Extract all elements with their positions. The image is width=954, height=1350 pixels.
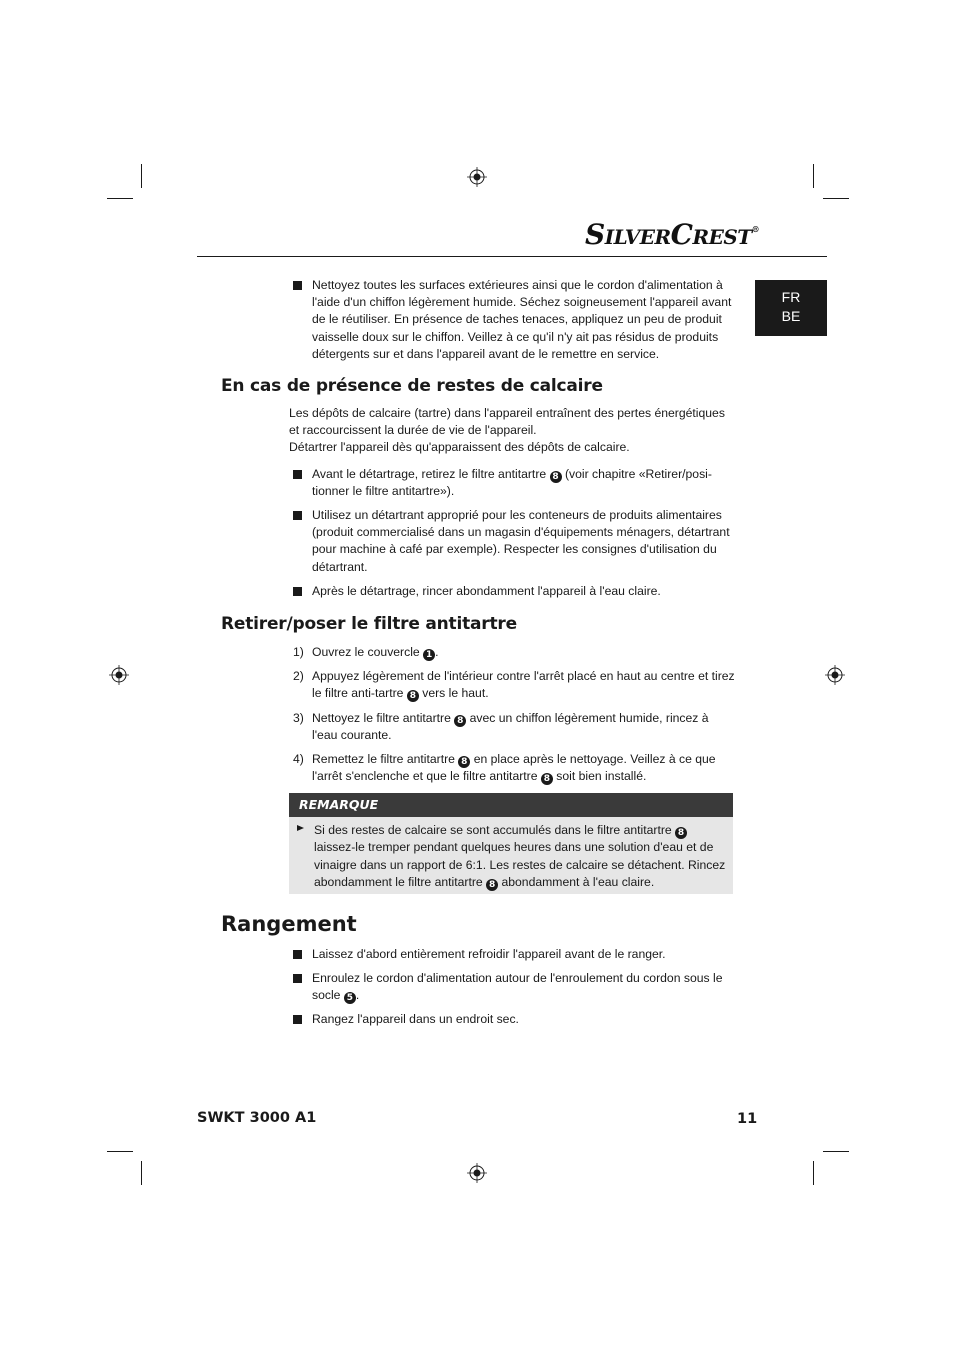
bullet-square-icon [293,974,302,983]
crop-mark [107,1151,133,1152]
registration-mark-icon [109,665,129,685]
bullet-square-icon [293,587,302,596]
bullet-square-icon [293,511,302,520]
reference-number-icon: 8 [486,879,498,891]
bullet-square-icon [293,1015,302,1024]
crop-mark [141,164,142,188]
crop-mark [813,164,814,188]
bullet-square-icon [293,950,302,959]
registration-mark-icon [467,1163,487,1183]
model-number: SWKT 3000 A1 [197,1110,317,1126]
crop-mark [141,1161,142,1185]
note-text: Si des restes de calcaire se sont accumulés dans le filtre antitartre 8 laissez-le tremper pendant quelques heures dans une solution d'eau et de vinaigre dans un rapport de 6:1. Les restes de calcaire se détachent. Rincez abondamment le filtre antitartre 8 abondamment à l'eau claire. [314,823,726,890]
bullet-square-icon [293,470,302,479]
section-intro: Les dépôts de calcaire (tartre) dans l'appareil entraînent des pertes énergétiques et raccourcissent la durée de vie de l'appareil. Détartrer l'appareil dès qu'apparaissent des dépôts de calcaire. [289,406,725,455]
language-badge: FR BE [755,280,827,336]
bullet-square-icon [293,281,302,290]
crop-mark [823,1151,849,1152]
section-heading: Retirer/poser le filtre antitartre [221,614,517,634]
crop-mark [823,198,849,199]
reference-number-icon: 5 [344,992,356,1004]
crop-mark [813,1161,814,1185]
registration-mark-icon [825,665,845,685]
reference-number-icon: 8 [407,690,419,702]
header-rule [197,256,827,257]
reference-number-icon: 8 [675,827,687,839]
page-number: 11 [737,1111,758,1127]
reference-number-icon: 1 [423,649,435,661]
reference-number-icon: 8 [550,471,562,483]
reference-number-icon: 8 [458,756,470,768]
section-heading: Rangement [221,912,357,936]
reference-number-icon: 8 [454,715,466,727]
reference-number-icon: 8 [541,773,553,785]
note-title: REMARQUE [289,793,733,817]
arrow-right-icon [297,825,304,831]
section-heading: En cas de présence de restes de calcaire [221,376,603,396]
brand-logo: SILVERCREST® [585,218,760,251]
crop-mark [107,198,133,199]
registration-mark-icon [467,167,487,187]
